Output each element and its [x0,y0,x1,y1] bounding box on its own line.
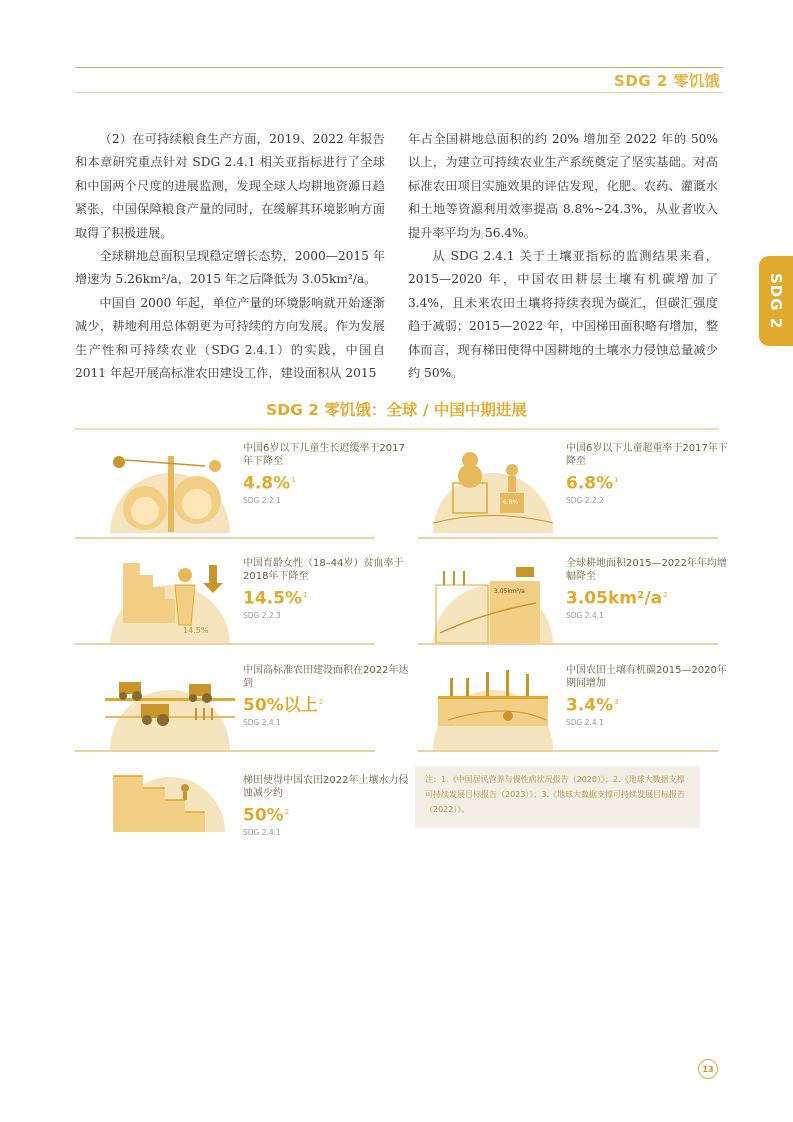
card-sdg-code: SDG 2.4.1 [566,717,604,727]
card-divider [418,643,718,645]
header-rule-top [75,67,723,68]
card-sdg-code: SDG 2.2.2 [566,495,604,505]
card-description: 梯田使得中国农田2022年土壤水力侵蚀减少约 [243,775,409,799]
overweight-children-illustration [428,438,558,538]
indicator-card-high-standard-farmland [105,660,409,760]
sdg-side-tab [759,256,793,346]
paragraph: 中国自 2000 年起，单位产量的环境影响就开始逐渐减少，耕地利用总体朝更为可持续的方向发展。作为发展生产性和可持续农业（SDG 2.4.1）的实践，中国自 2011 年起开展高标准农田建设工作，建设面积从 2015 [75,295,385,381]
woman-stairs-illustration [105,553,235,653]
indicator-card-stunting [105,438,405,538]
indicator-card-cropland-area [428,553,728,653]
card-value: 14.5%$^1$ [243,588,308,609]
side-tab-label: SDG 2 [767,272,785,330]
card-description: 全球耕地面积2015—2022年年均增幅降至 [566,558,727,582]
header-rule-bottom [75,92,723,93]
indicator-card-terraces [105,770,409,870]
illus-label: 6.8% [503,499,519,506]
section-rule [75,428,719,430]
card-sdg-code: SDG 2.4.1 [243,827,281,837]
card-divider [418,750,718,752]
paragraph: 从 SDG 2.4.1 关于土壤亚指标的监测结果来看，2015—2020 年，中国农田耕层土壤有机碳增加了 3.4%，且未来农田土壤将持续表现为碳汇，但碳汇强度趋于减弱；2015—2022 年，中国梯田面积略有增加，整体而言，现有梯田使得中国耕地的土壤水力侵蚀总量减少约 50%。 [408,249,718,381]
section-title: SDG 2 零饥饿：全球 / 中国中期进展 [266,401,527,419]
references-note: 注：1.《中国居民营养与慢性病状况报告（2020）》；2.《地球大数据支撑可持续发展目标报告（2023）》；3.《地球大数据支撑可持续发展目标报告（2022）》。 [415,766,700,828]
illus-label: 3.05km²/a [494,588,525,595]
card-sdg-code: SDG 2.2.1 [243,495,281,505]
page-number: 13 [698,1059,718,1079]
card-divider [75,750,375,752]
tractors-illustration [105,660,235,760]
body-column-left [75,128,385,385]
card-value: 6.8%$^1$ [566,473,619,494]
paragraph: （2）在可持续粮食生产方面，2019、2022 年报告和本章研究重点针对 SDG 2.4.1 相关亚指标进行了全球和中国两个尺度的进展监测，发现全球人均耕地资源日趋紧张，中国保障粮食产量的同时，在缓解其环境影响方面取得了积极进展。 [75,132,385,240]
soil-carbon-illustration [428,660,558,760]
card-divider [418,537,718,539]
card-divider [75,537,375,539]
illus-label: 14.5% [183,626,209,635]
card-sdg-code: SDG 2.4.1 [243,717,281,727]
paragraph: 全球耕地总面积呈现稳定增长态势，2000—2015 年增速为 5.26km²/a，2015 年之后降低为 3.05km²/a。 [75,249,385,287]
card-description: 中国高标准农田建设面积在2022年达到 [243,665,409,689]
card-value: 3.4%$^3$ [566,695,619,716]
indicator-card-soil-carbon [428,660,728,760]
card-description: 中国6岁以下儿童超重率于2017年下降至 [566,443,728,467]
card-value: 50%$^2$ [243,805,290,826]
paragraph: 年占全国耕地总面积的约 20% 增加至 2022 年的 50% 以上，为建立可持续农业生产系统奠定了坚实基础。对高标准农田项目实施效果的评估发现，化肥、农药、灌溉水和土地等资源利用效率提高 8.8%~24.3%，从业者收入提升率平均为 56.4%。 [408,132,718,240]
card-sdg-code: SDG 2.4.1 [566,610,604,620]
header-label: SDG 2 零饥饿 [614,72,720,90]
card-divider [75,643,375,645]
card-value: 50%以上$^2$ [243,695,324,716]
cropland-growth-illustration [428,553,558,653]
card-sdg-code: SDG 2.2.3 [243,610,281,620]
card-description: 中国育龄女性（18–44岁）贫血率于2018年下降至 [243,558,404,582]
card-value: 4.8%$^1$ [243,473,296,494]
indicator-card-overweight [428,438,728,538]
body-column-right [408,128,718,385]
card-description: 中国6岁以下儿童生长迟缓率于2017年下降至 [243,443,405,467]
terrace-illustration [105,770,235,870]
indicator-card-anemia [105,553,405,653]
children-height-illustration [105,438,235,538]
card-value: $3.05km^2/a^2$ [566,588,668,609]
card-description: 中国农田土壤有机碳2015—2020年期间增加 [566,665,727,689]
